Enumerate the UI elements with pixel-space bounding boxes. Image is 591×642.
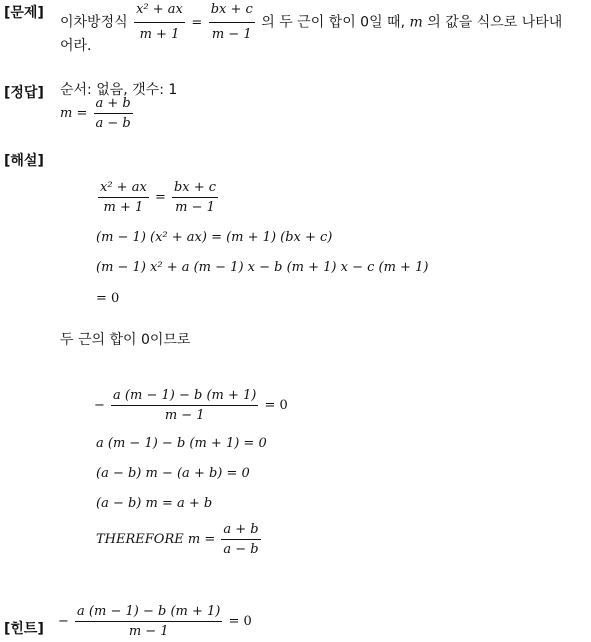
answer-numerator: a + b xyxy=(94,96,133,114)
answer-denominator: a − b xyxy=(95,116,131,131)
hint-fraction xyxy=(75,604,222,639)
step1-equals: = xyxy=(154,190,166,205)
step1-right-fraction xyxy=(172,180,218,215)
solution-label: [해설] xyxy=(4,153,44,169)
step1-right-denominator: m − 1 xyxy=(175,200,215,215)
step1-right-numerator: bx + c xyxy=(172,180,218,198)
problem-text-middle: 의 두 근이 합이 0일 때, xyxy=(261,14,406,31)
problem-rhs-denominator: m − 1 xyxy=(211,27,252,42)
problem-text-end: 의 값을 식으로 나타내 xyxy=(427,14,563,31)
solution-step-1 xyxy=(96,180,220,215)
solution-step-3: (m − 1) x² + a (m − 1) x − b (m + 1) x − c (m + 1) xyxy=(96,260,429,275)
solution-step-8: (a − b) m = a + b xyxy=(96,496,213,511)
problem-text-continuation: 어라. xyxy=(60,38,92,54)
hint-denominator: m − 1 xyxy=(128,624,169,639)
step9-fraction xyxy=(221,522,260,557)
problem-statement xyxy=(60,0,590,45)
solution-step-6: a (m − 1) − b (m + 1) = 0 xyxy=(96,436,267,451)
step5-fraction xyxy=(111,388,258,423)
solution-step-7: (a − b) m − (a + b) = 0 xyxy=(96,466,250,481)
hint-sign: − xyxy=(58,614,69,629)
step9-lhs: THEREFORE m = xyxy=(96,532,216,547)
answer-fraction xyxy=(94,96,133,131)
hint-label: [힌트] xyxy=(4,621,44,637)
solution-step-4: = 0 xyxy=(96,291,120,306)
problem-rhs-numerator: bx + c xyxy=(209,0,255,23)
step1-left-numerator: x² + ax xyxy=(98,180,149,198)
step5-denominator: m − 1 xyxy=(164,408,205,423)
step1-left-fraction xyxy=(98,180,149,215)
problem-variable-m: m xyxy=(409,14,423,31)
answer-meta: 순서: 없음, 갯수: 1 xyxy=(60,82,178,98)
answer-label: [정답] xyxy=(4,85,44,101)
hint-rhs: = 0 xyxy=(228,614,252,629)
answer-formula xyxy=(60,96,135,131)
step1-left-denominator: m + 1 xyxy=(103,200,144,215)
problem-text-intro: 이차방정식 xyxy=(60,14,128,31)
solution-step-2: (m − 1) (x² + ax) = (m + 1) (bx + c) xyxy=(96,230,333,245)
step5-rhs: = 0 xyxy=(264,398,288,413)
problem-lhs-numerator: x² + ax xyxy=(134,0,185,23)
problem-lhs-denominator: m + 1 xyxy=(139,27,180,42)
hint-formula xyxy=(58,604,252,639)
step5-numerator: a (m − 1) − b (m + 1) xyxy=(111,388,258,406)
answer-lhs: m = xyxy=(60,106,88,121)
problem-rhs-fraction xyxy=(209,0,255,45)
step5-sign: − xyxy=(94,398,105,413)
solution-step-9 xyxy=(96,522,263,557)
problem-equals: = xyxy=(191,15,203,31)
solution-middle-text: 두 근의 합이 0이므로 xyxy=(60,332,191,348)
problem-lhs-fraction xyxy=(134,0,185,45)
hint-numerator: a (m − 1) − b (m + 1) xyxy=(75,604,222,622)
solution-step-5 xyxy=(94,388,288,423)
step9-numerator: a + b xyxy=(221,522,260,540)
problem-label: [문제] xyxy=(4,5,44,21)
step9-denominator: a − b xyxy=(223,542,259,557)
